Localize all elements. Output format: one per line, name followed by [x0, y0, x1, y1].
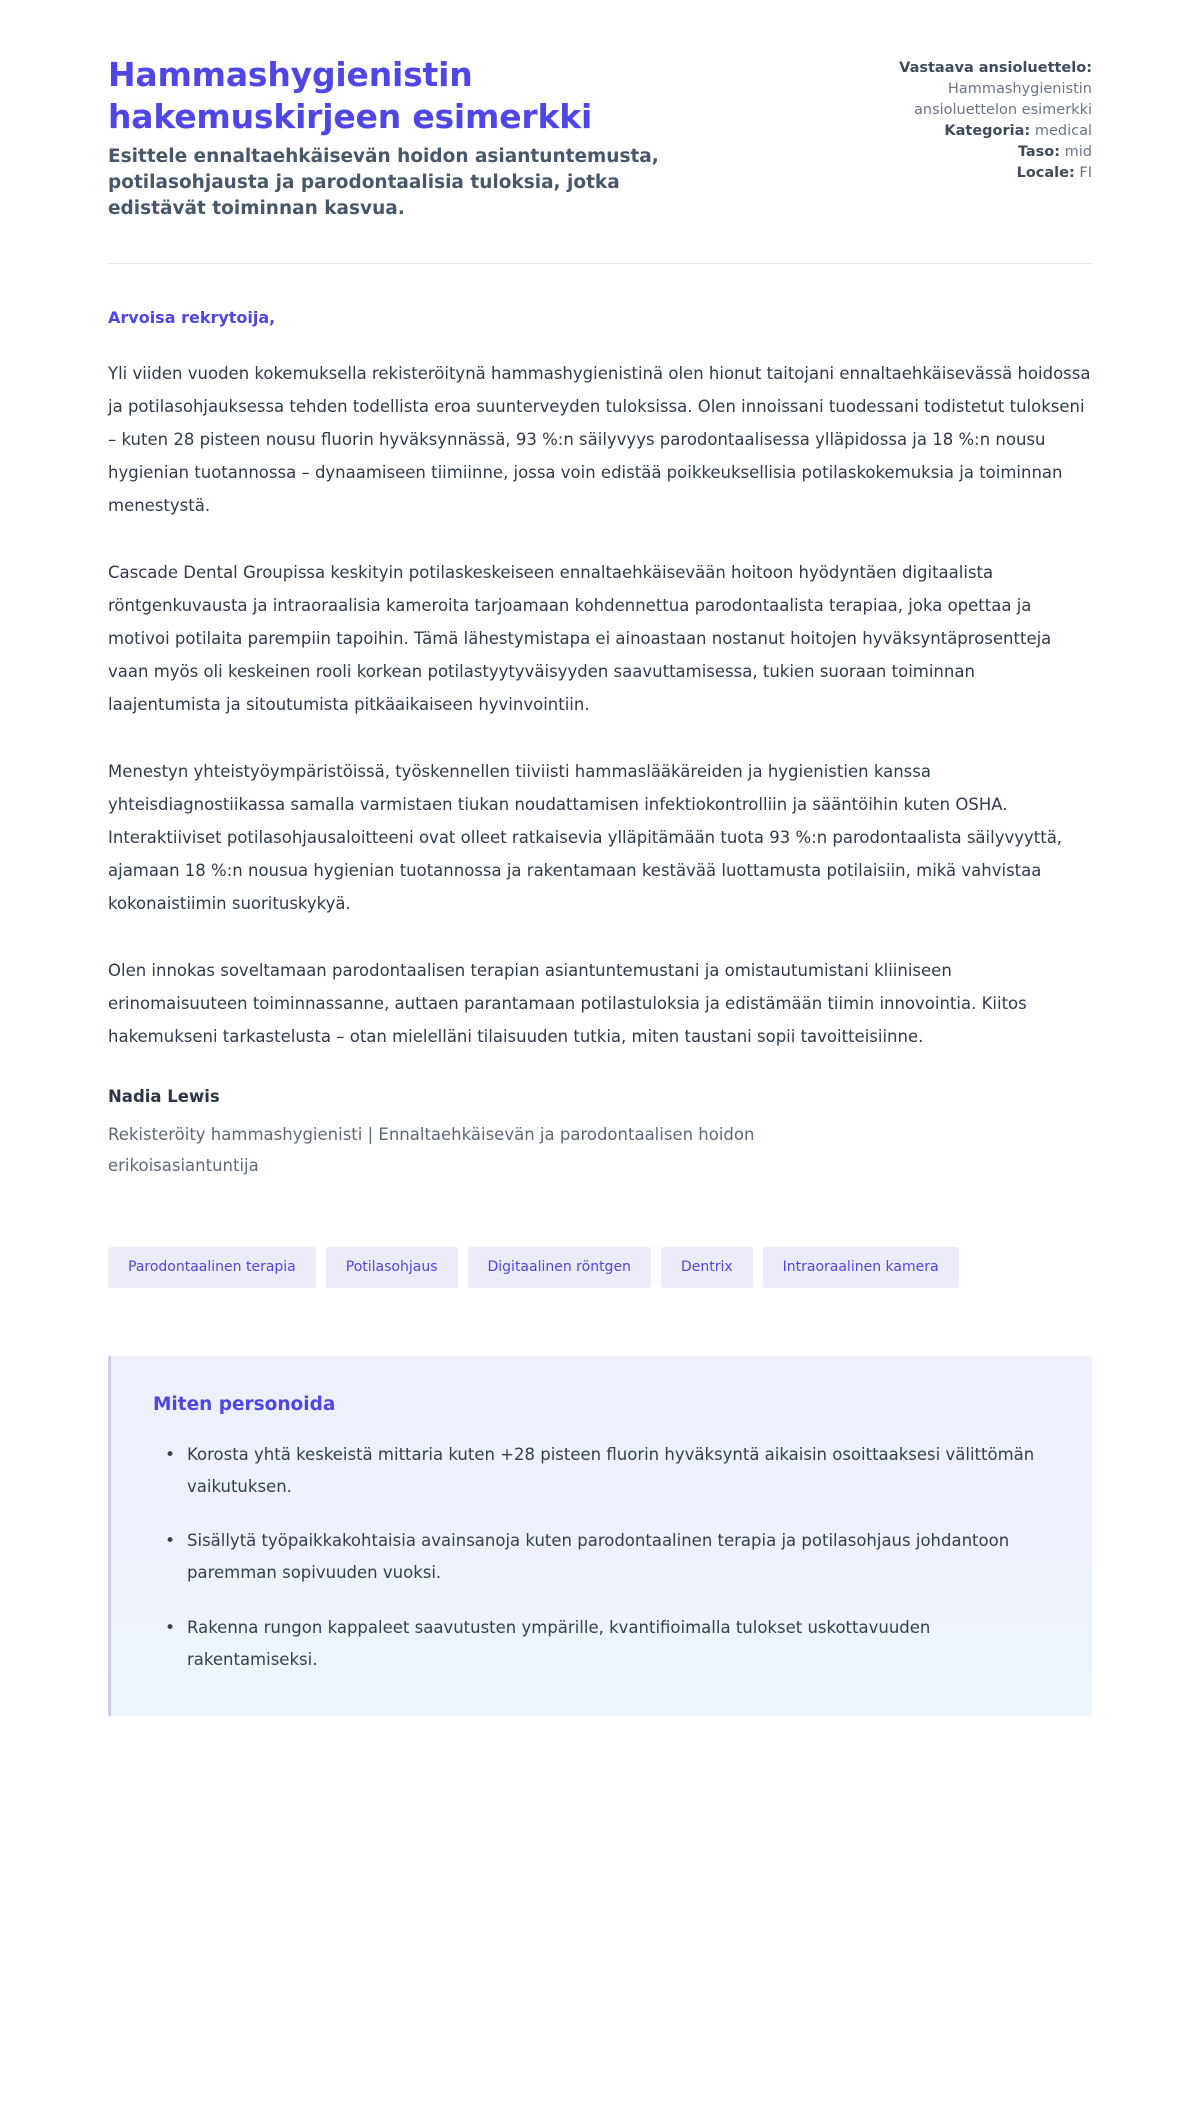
meta-category-label: Kategoria:	[944, 123, 1031, 140]
letter-paragraph: Menestyn yhteistyöympäristöissä, työskennellen tiiviisti hammaslääkäreiden ja hygienistien kanssa yhteisdiagnostiikassa samalla varmistaen tiukan noudattamisen infektiokontrolliin ja sääntöihin kuten OSHA. Interaktiiviset potilasohjausaloitteeni ovat olleet ratkaisevia ylläpitämään tuota 93 %:n parodontaalista säilyvyyttä, ajamaan 18 %:n nousua hygienian tuotannossa ja rakentamaan kestävää luottamusta potilaisiin, mikä vahvistaa kokonaistiimin suorituskykyä.	[108, 762, 1063, 914]
meta-locale	[862, 163, 1092, 184]
meta-related-resume-value: Hammashygienistin ansioluettelon esimerkki	[914, 81, 1092, 119]
meta-level-label: Taso:	[1017, 144, 1061, 161]
letter-paragraph: Cascade Dental Groupissa keskityin potilaskeskeiseen ennaltaehkäisevään hoitoon hyödyntäen digitaalista röntgenkuvausta ja intraoraalisia kameroita tarjoamaan kohdennettua parodontaalista terapiaa, joka opettaa ja motivoi potilaita parempiin tapoihin. Tämä lähestymistapa ei ainoastaan nostanut hoitojen hyväksyntäprosentteja vaan myös oli keskeinen rooli korkean potilastyytyväisyyden saavuttamisessa, tukien suoraan toiminnan laajentumista ja sitoutumista pitkäaikaiseen hyvinvointiin.	[108, 563, 1052, 715]
tag-chip[interactable]: Intraoraalinen kamera	[763, 1247, 959, 1288]
callout-tip-item: • Rakenna rungon kappaleet saavutusten ympärille, kvantifioimalla tulokset uskottavuuden rakentamiseksi.	[179, 1612, 1050, 1676]
salutation: Arvoisa rekrytoija,	[108, 308, 276, 328]
signature-role: Rekisteröity hammashygienisti | Ennaltaehkäisevän ja parodontaalisen hoidon erikoisasiantuntija	[108, 1125, 755, 1175]
callout-tip-item: • Sisällytä työpaikkakohtaisia avainsanoja kuten parodontaalinen terapia ja potilasohjaus johdantoon paremman sopivuuden vuoksi.	[179, 1525, 1050, 1589]
tag-chip[interactable]: Potilasohjaus	[326, 1247, 458, 1288]
meta-related-resume-label: Vastaava ansioluettelo:	[899, 60, 1092, 76]
tag-list	[108, 1247, 1092, 1288]
meta-locale-value: FI	[1079, 165, 1092, 182]
personalization-callout	[108, 1356, 1092, 1716]
header-title-block	[108, 54, 708, 221]
document-header	[108, 40, 1092, 221]
meta-related-resume	[862, 58, 1092, 121]
signature-block	[108, 1087, 1092, 1181]
page-subtitle: Esittele ennaltaehkäisevän hoidon asiantuntemusta, potilasohjausta ja parodontaalisia tuloksia, jotka edistävät toiminnan kasvua.	[108, 146, 659, 219]
meta-category	[862, 121, 1092, 142]
meta-level	[862, 142, 1092, 163]
callout-tip-item: • Korosta yhtä keskeistä mittaria kuten +28 pisteen fluorin hyväksyntä aikaisin osoittaaksesi välittömän vaikutuksen.	[179, 1439, 1050, 1503]
header-meta-block	[862, 54, 1092, 184]
cover-letter-body	[108, 264, 1092, 1181]
tag-chip[interactable]: Parodontaalinen terapia	[108, 1247, 316, 1288]
meta-locale-label: Locale:	[1016, 165, 1075, 182]
meta-level-value: mid	[1064, 144, 1092, 161]
letter-paragraph: Olen innokas soveltamaan parodontaalisen terapian asiantuntemustani ja omistautumistani kliiniseen erinomaisuuteen toiminnassanne, auttaen parantamaan potilastuloksia ja edistämään tiimin innovointia. Kiitos hakemukseni tarkastelusta – otan mielelläni tilaisuuden tutkia, miten taustani sopii tavoitteisiinne.	[108, 961, 1027, 1047]
page-title: Hammashygienistin hakemuskirjeen esimerkki	[108, 55, 593, 137]
tag-chip[interactable]: Dentrix	[661, 1247, 753, 1288]
callout-tip-list	[153, 1439, 1050, 1676]
letter-paragraph: Yli viiden vuoden kokemuksella rekisteröitynä hammashygienistinä olen hionut taitojani ennaltaehkäisevässä hoidossa ja potilasohjauksessa tehden todellista eroa suunterveyden tuloksissa. Olen innoissani tuodessani todistetut tulokseni – kuten 28 pisteen nousu fluorin hyväksynnässä, 93 %:n säilyvyys parodontaalisessa ylläpidossa ja 18 %:n nousu hygienian tuotannossa – dynaamiseen tiimiinne, jossa voin edistää poikkeuksellisia potilaskokemuksia ja toiminnan menestystä.	[108, 364, 1091, 516]
signature-name: Nadia Lewis	[108, 1087, 220, 1107]
tag-chip[interactable]: Digitaalinen röntgen	[468, 1247, 651, 1288]
meta-category-value: medical	[1034, 123, 1092, 140]
callout-title: Miten personoida	[153, 1393, 336, 1415]
